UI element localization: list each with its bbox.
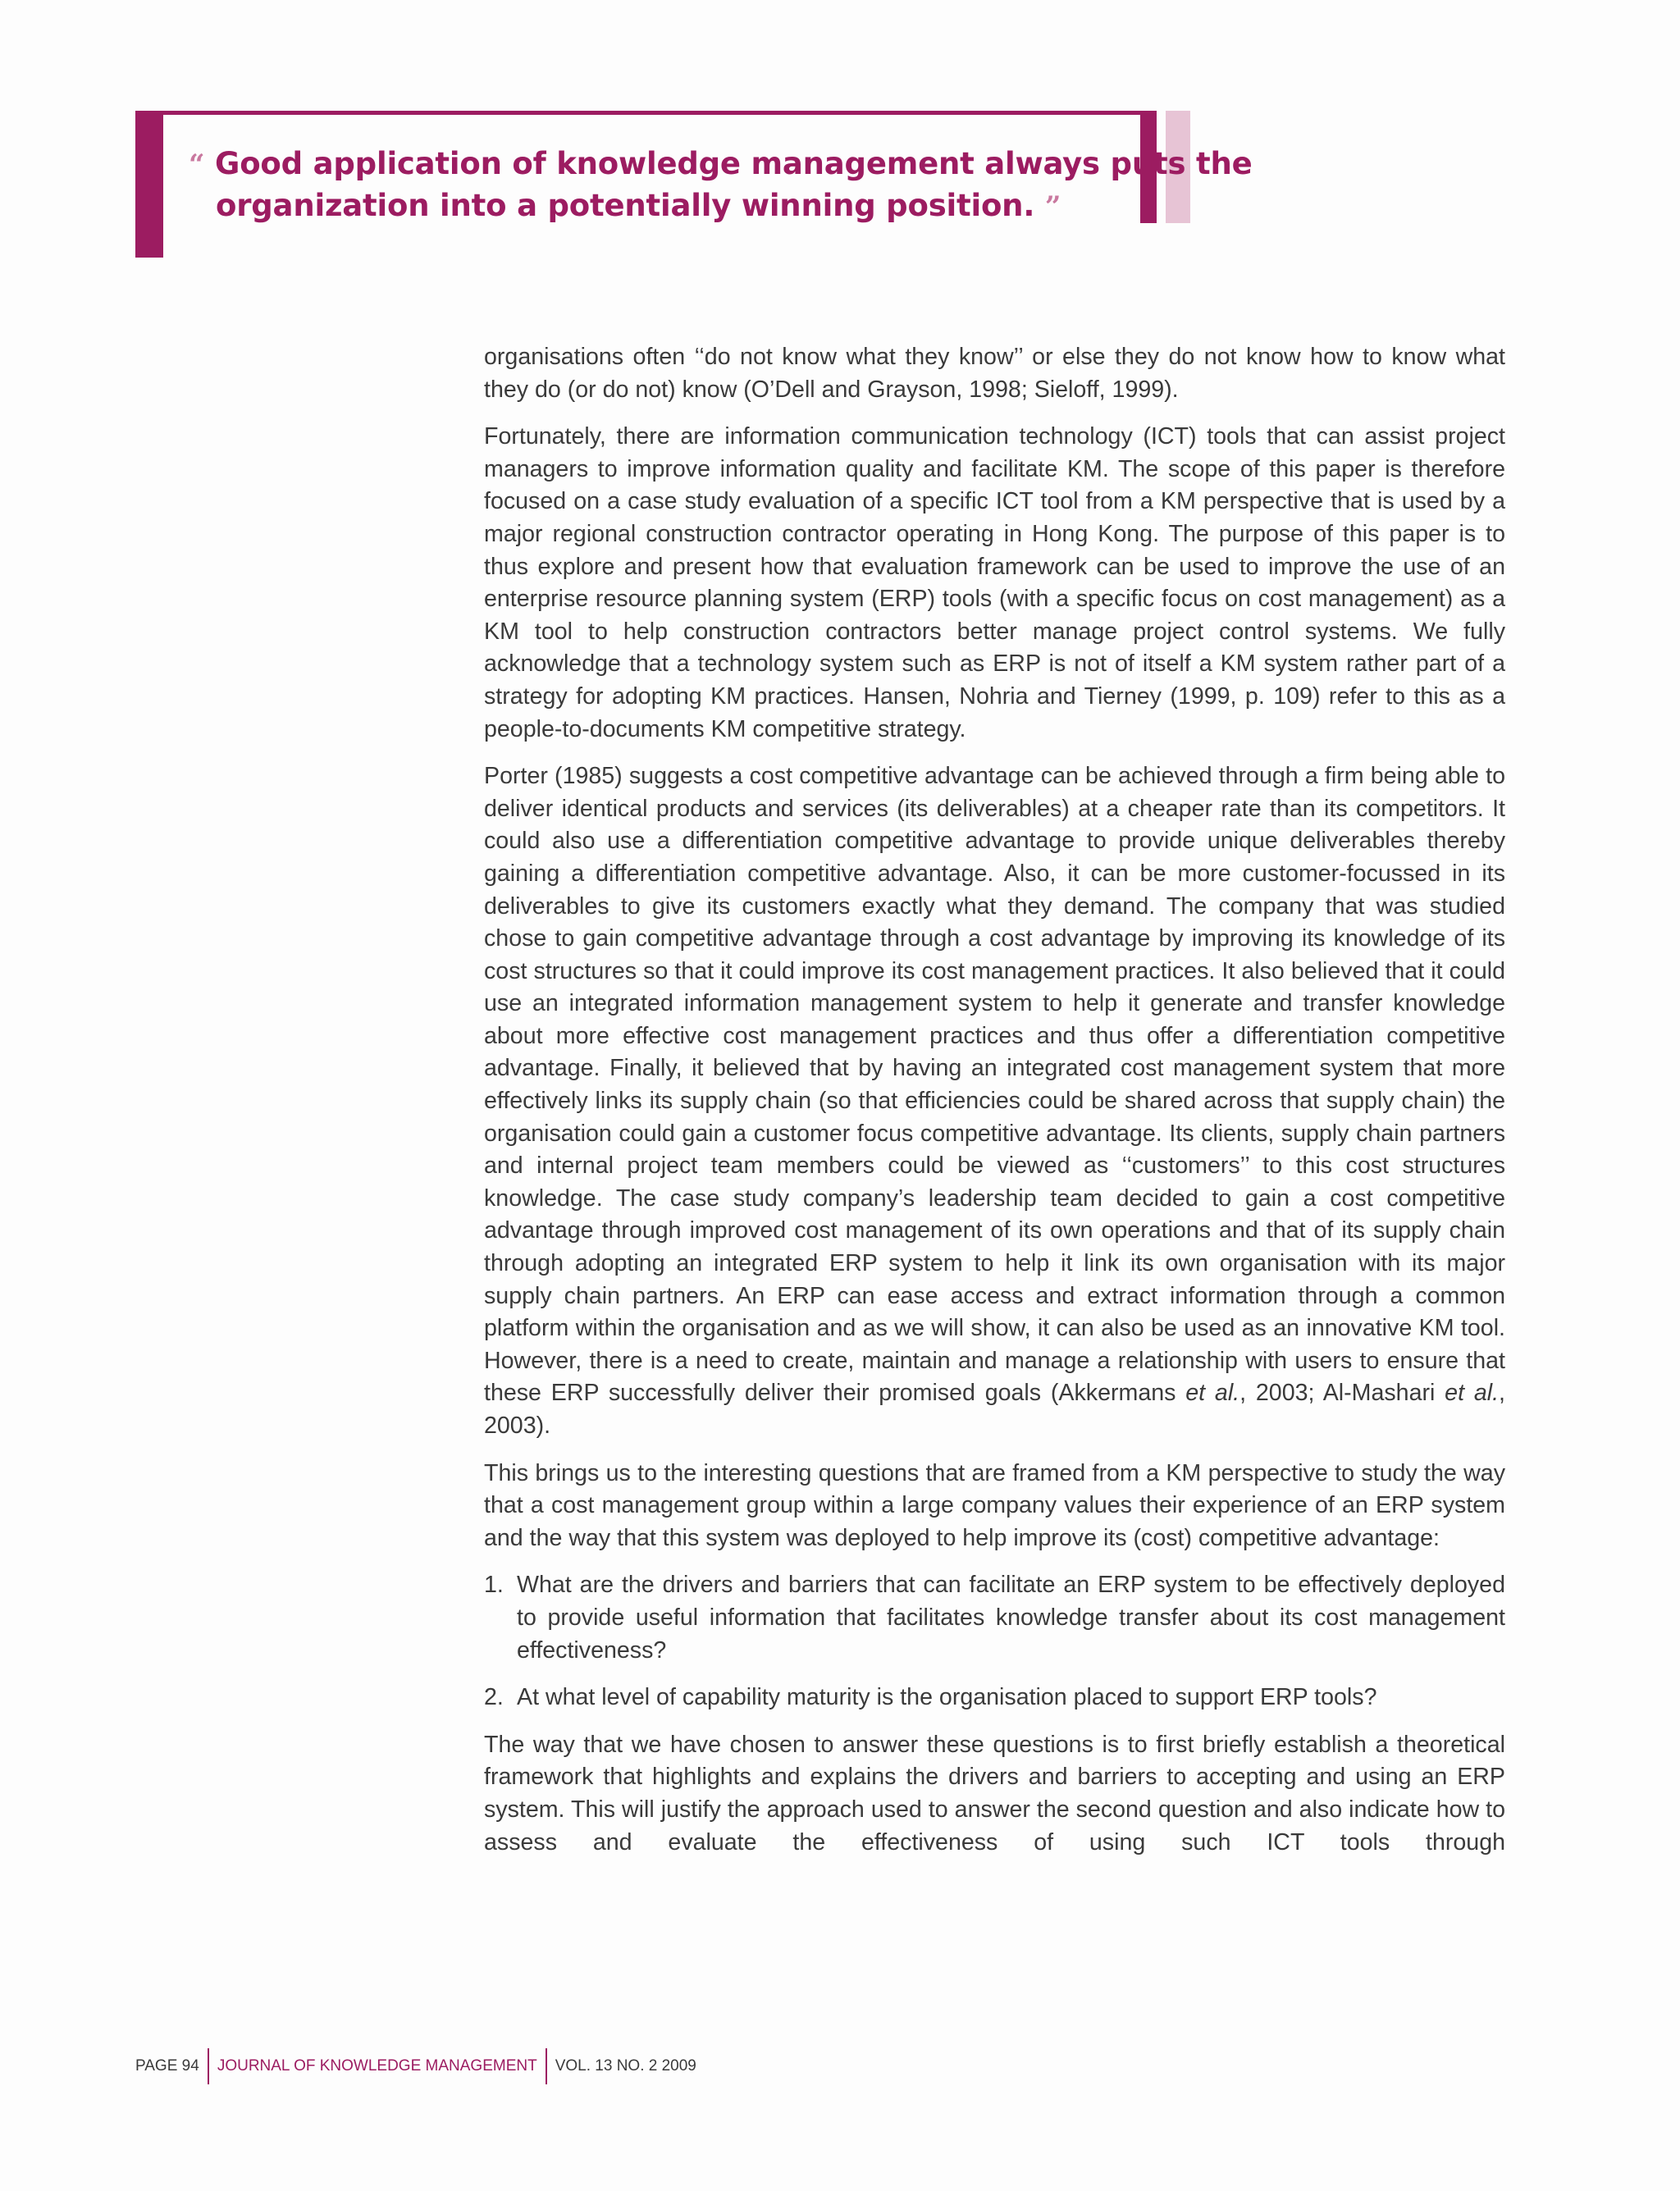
journal-title: JOURNAL OF KNOWLEDGE MANAGEMENT xyxy=(217,2057,537,2075)
open-quote-mark: “ xyxy=(189,148,205,181)
pull-quote-top-rule xyxy=(163,111,1140,115)
page-number: PAGE 94 xyxy=(135,2057,199,2075)
paragraph-1: organisations often ‘‘do not know what they know’’ or else they do not know how to know what they do (or do not) know (O’Dell and Grayson, 1998; Sieloff, 1999). xyxy=(484,344,1505,403)
citation-et-al: et al. xyxy=(1445,1380,1500,1407)
citation-et-al: et al. xyxy=(1185,1380,1240,1407)
paragraph-5: The way that we have chosen to answer these questions is to first briefly establish a theoretical framework that highlights and explains the drivers and barriers to accepting and using an ERP system. This will justify the approach used to answer the second question and also indicate how to assess and evaluate the effectiveness of using such ICT tools through xyxy=(484,1731,1505,1856)
paragraph-4: This brings us to the interesting questions that are framed from a KM perspective to study the way that a cost management group within a large company values their experience of an ERP system and the way that this system was deployed to help improve its (cost) competitive advantage: xyxy=(484,1459,1505,1551)
pull-quote-line-1 xyxy=(189,144,1253,185)
question-text: At what level of capability maturity is the organisation placed to support ERP tools? xyxy=(517,1684,1377,1711)
pull-quote xyxy=(189,144,1253,227)
pull-quote-left-bar xyxy=(135,111,163,258)
paragraph-3-end: , 2003). xyxy=(484,1380,1505,1439)
page-footer xyxy=(135,2048,696,2084)
article-body xyxy=(484,341,1505,1874)
paragraph-2: Fortunately, there are information communication technology (ICT) tools that can assist project managers to improve information quality and facilitate KM. The scope of this paper is therefore focused on a case study evaluation of a specific ICT tool from a KM perspective that is used by a major regional construction contractor operating in Hong Kong. The purpose of this paper is to thus explore and present how that evaluation framework can be used to improve the use of an enterprise resource planning system (ERP) tools (with a specific focus on cost management) as a KM tool to help construction contractors better manage project control systems. We fully acknowledge that a technology system such as ERP is not of itself a KM system rather part of a strategy for adopting KM practices. Hansen, Nohria and Tierney (1999, p. 109) refer to this as a people-to-documents KM competitive strategy. xyxy=(484,423,1505,742)
close-quote-mark: ” xyxy=(1044,190,1061,223)
pull-quote-text-2: organization into a potentially winning position. xyxy=(216,188,1035,223)
paragraph-3-main: Porter (1985) suggests a cost competitive advantage can be achieved through a firm being able to deliver identical products and services (its deliverables) at a cheaper rate than its competitors. It could also use a differentiation competitive advantage to provide unique deliverables thereby gaining a differentiation competitive advantage. Also, it can be more customer-focussed in its deliverables to give its customers exactly what they demand. The company that was studied chose to gain competitive advantage through a cost advantage by improving its knowledge of its cost structures so that it could improve its cost management practices. It also believed that it could use an integrated information management system to help it generate and transfer knowledge about more effective cost management practices and thus offer a differentiation competitive advantage. Finally, it believed that by having an integrated cost management system that more effectively links its supply chain (so that efficiencies could be shared across that supply chain) the organisation could gain a customer focus competitive advantage. Its clients, supply chain partners and internal project team members could be viewed as ‘‘customers’’ to this cost structures knowledge. The case study company’s leadership team decided to gain a cost competitive advantage through improved cost management of its own operations and that of its supply chain through adopting an integrated ERP system to help it link its own organisation with its major supply chain partners. An ERP can ease access and extract information through a common platform within the organisation and as we will show, it can also be used as an innovative KM tool. However, there is a need to create, maintain and manage a relationship with users to ensure that these ERP successfully deliver their promised goals (Akkermans xyxy=(484,763,1505,1407)
question-number: 2. xyxy=(484,1684,504,1711)
pull-quote-text-1: Good application of knowledge management always puts the xyxy=(215,146,1253,181)
paragraph-3 xyxy=(484,760,1505,1442)
question-number: 1. xyxy=(484,1572,504,1599)
question-item xyxy=(484,1682,1505,1714)
pull-quote-line-2 xyxy=(189,185,1124,227)
question-item xyxy=(484,1569,1505,1667)
question-text: What are the drivers and barriers that can facilitate an ERP system to be effectively deployed to provide useful information that facilitates knowledge transfer about its cost management effectiveness? xyxy=(517,1572,1505,1664)
volume-info: VOL. 13 NO. 2 2009 xyxy=(555,2057,696,2075)
paragraph-3-mid: , 2003; Al-Mashari xyxy=(1239,1380,1445,1407)
